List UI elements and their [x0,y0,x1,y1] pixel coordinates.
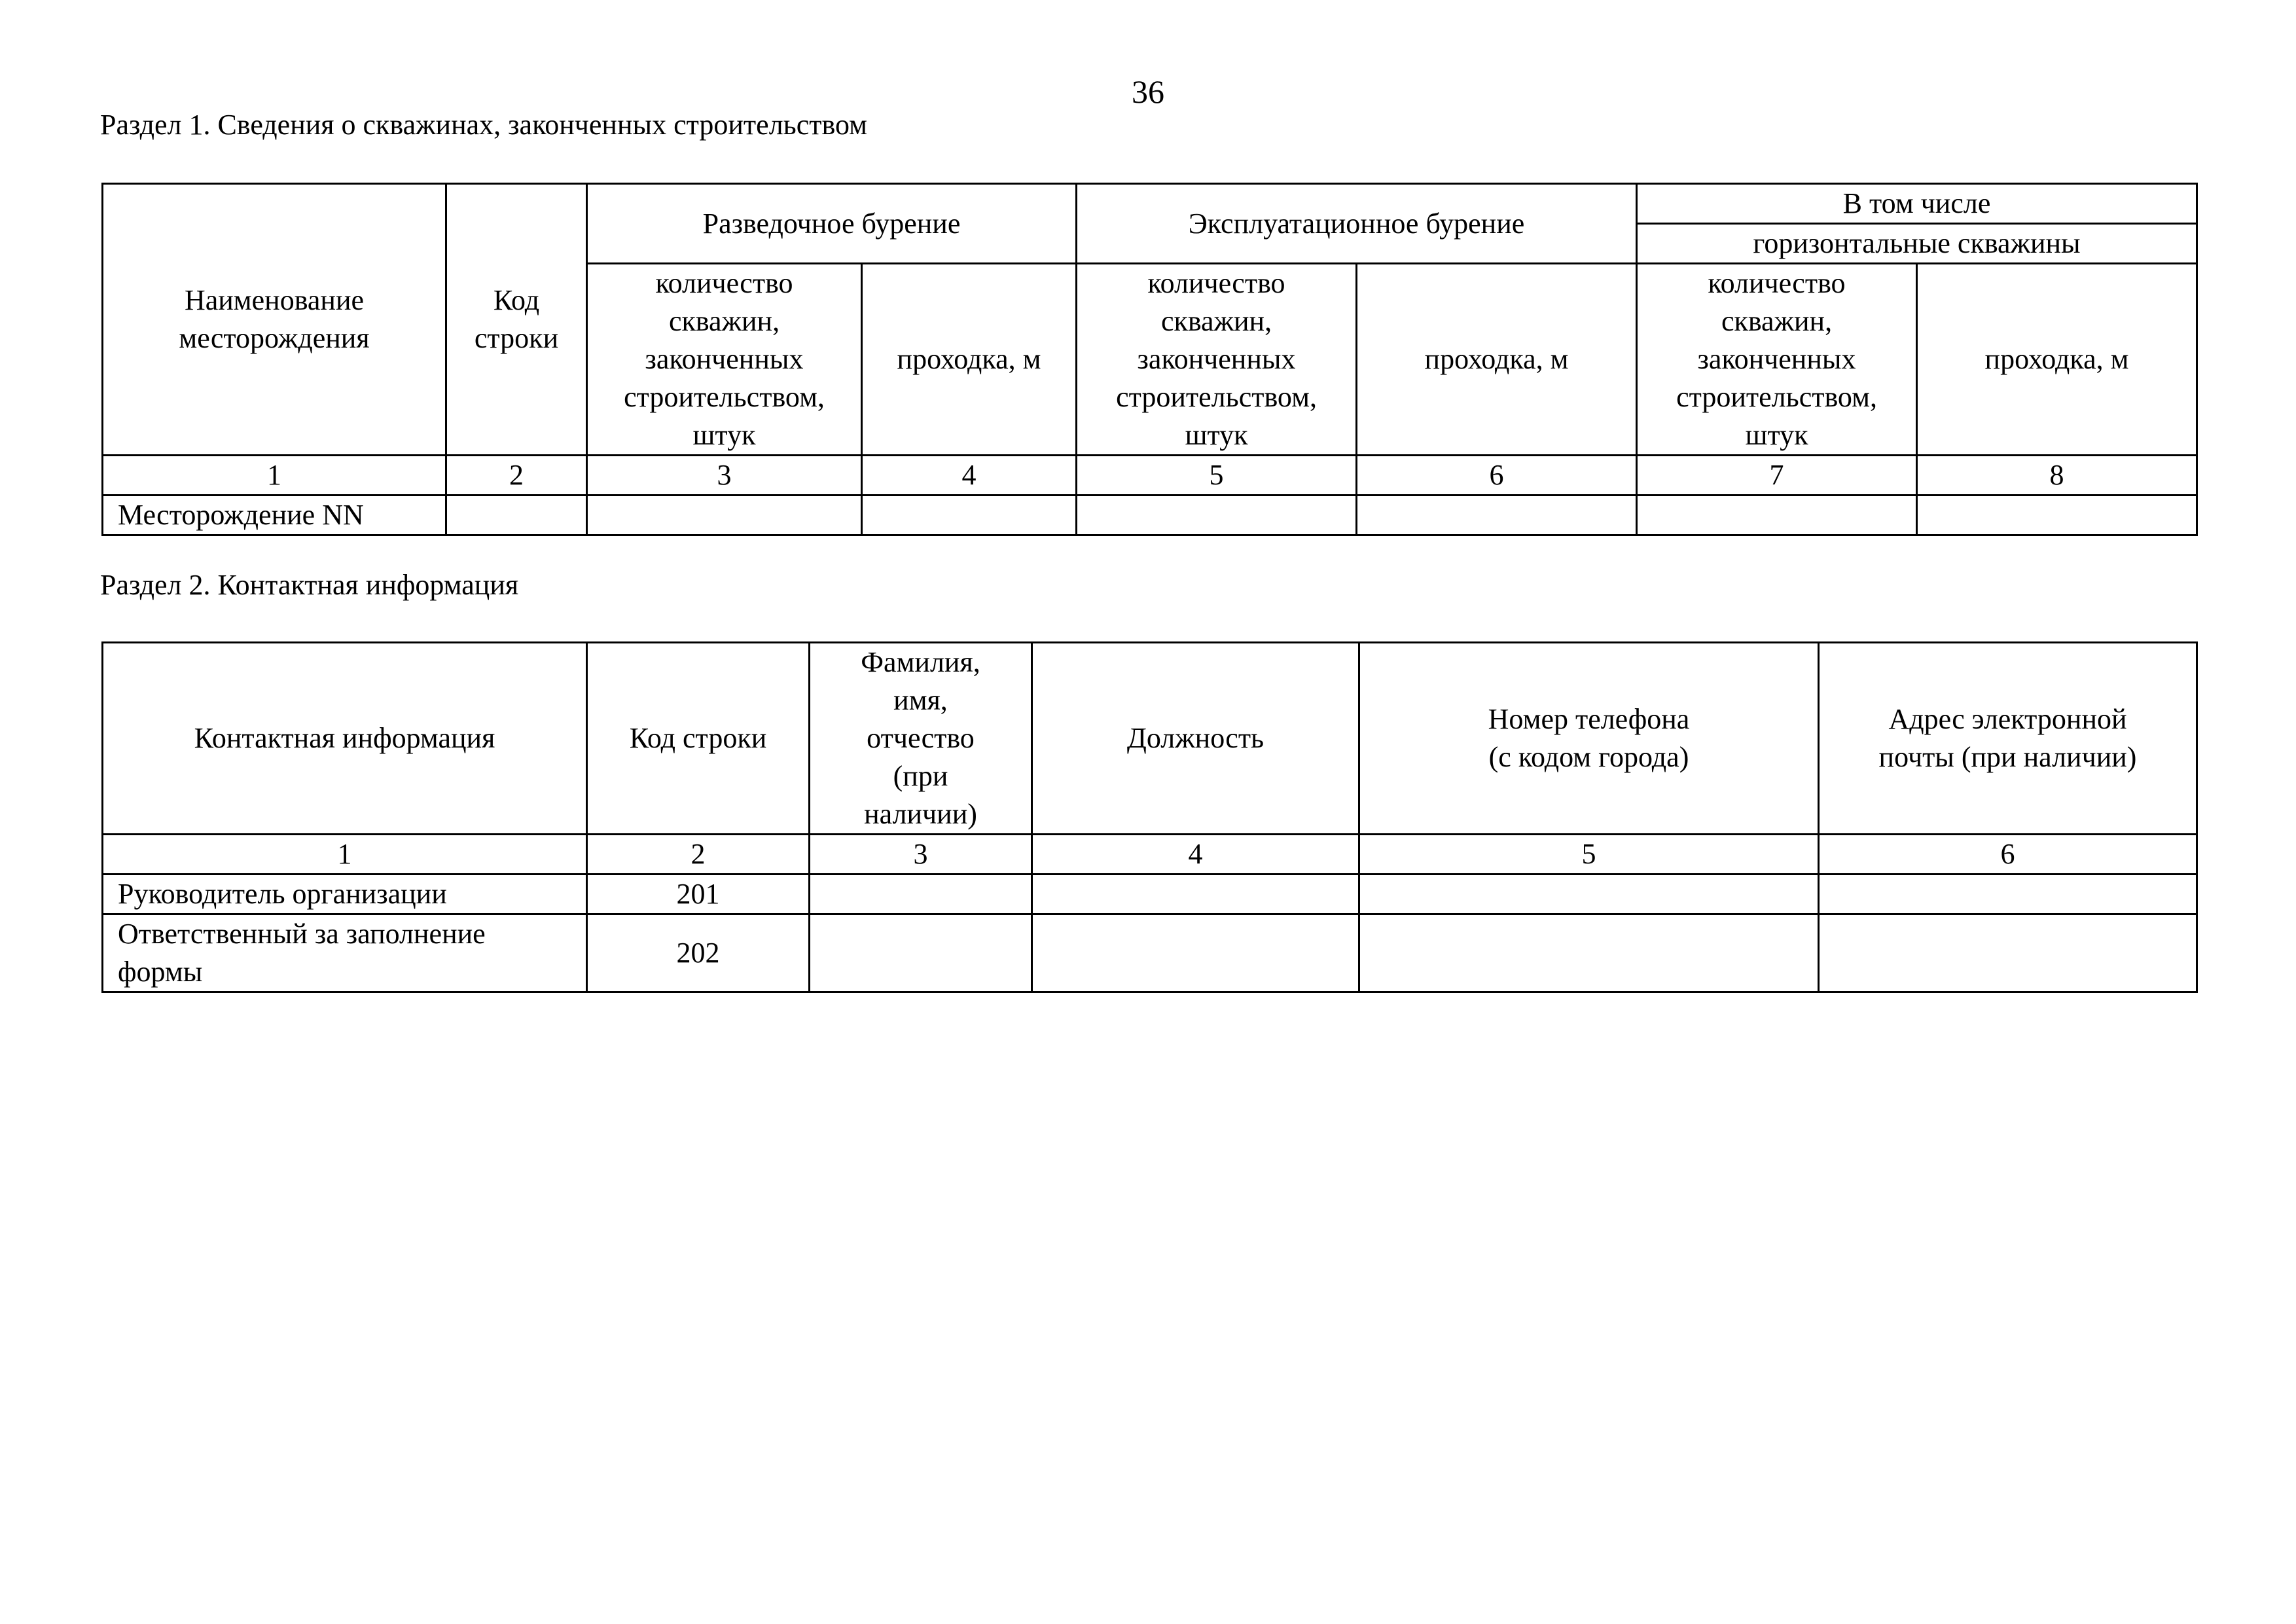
header-row-code-line-2: строки [474,322,559,354]
contacts-header-row [103,643,2197,835]
data-cell[interactable] [862,496,1077,535]
wells-line: штук [1185,419,1248,451]
header-contact-info: Контактная информация [103,643,587,835]
contact-label-cell [103,875,587,914]
column-number: 2 [587,835,810,875]
email-cell[interactable] [1819,875,2197,914]
full-name-cell[interactable] [810,914,1032,992]
email-line: почты (при наличии) [1878,741,2137,773]
header-position: Должность [1032,643,1359,835]
data-cell[interactable] [1357,496,1637,535]
phone-line: (с кодом города) [1488,741,1689,773]
wells-line: штук [1745,419,1808,451]
wells-line: строительством, [1676,381,1877,413]
wells-line: законченных [1137,343,1296,375]
header-email [1819,643,2197,835]
header-horizontal-meters: проходка, м [1917,264,2197,456]
header-row-1 [103,184,2197,224]
header-production-meters: проходка, м [1357,264,1637,456]
row-code-cell[interactable] [446,496,587,535]
header-phone [1359,643,1819,835]
full-name-line: Фамилия, [861,646,980,678]
column-number: 5 [1359,835,1819,875]
column-number: 6 [1357,456,1637,496]
full-name-line: отчество [867,722,975,754]
full-name-line: (при [893,760,948,792]
wells-line: скважин, [1160,305,1272,337]
wells-line: скважин, [668,305,780,337]
row-code-cell: 201 [587,875,810,914]
header-production-wells [1077,264,1357,456]
header-row-code [446,184,587,456]
wells-line: строительством, [1116,381,1317,413]
table-row [103,914,2197,992]
email-line: Адрес электронной [1888,703,2127,735]
email-cell[interactable] [1819,914,2197,992]
data-cell[interactable] [1077,496,1357,535]
header-row-code: Код строки [587,643,810,835]
data-cell[interactable] [1637,496,1917,535]
header-exploratory-meters: проходка, м [862,264,1077,456]
position-cell[interactable] [1032,914,1359,992]
column-number: 4 [862,456,1077,496]
wells-line: строительством, [624,381,825,413]
header-exploratory-wells [587,264,862,456]
column-numbers-row [103,456,2197,496]
column-number: 8 [1917,456,2197,496]
column-number: 7 [1637,456,1917,496]
table-row [103,496,2197,535]
wells-line: штук [692,419,756,451]
header-full-name [810,643,1032,835]
field-name-cell: Месторождение NN [103,496,446,535]
wells-line: скважин, [1721,305,1833,337]
header-including: В том числе [1637,184,2197,224]
wells-line: количество [655,267,793,299]
phone-cell[interactable] [1359,914,1819,992]
wells-line: количество [1147,267,1285,299]
section1-title: Раздел 1. Сведения о скважинах, законченных строительством [100,109,867,141]
header-field-name [103,184,446,456]
column-numbers-row [103,835,2197,875]
row-code-cell: 202 [587,914,810,992]
page-number: 36 [1132,73,1164,110]
column-number: 3 [810,835,1032,875]
wells-line: количество [1708,267,1846,299]
full-name-line: имя, [893,684,948,716]
full-name-cell[interactable] [810,875,1032,914]
column-number: 1 [103,835,587,875]
header-row-code-line-1: Код [493,284,540,316]
wells-line: законченных [645,343,804,375]
column-number: 3 [587,456,862,496]
column-number: 5 [1077,456,1357,496]
header-production: Эксплуатационное бурение [1077,184,1637,264]
wells-line: законченных [1697,343,1856,375]
wells-table [101,183,2198,536]
contacts-table [101,641,2198,993]
header-horizontal-wells [1637,264,1917,456]
data-cell[interactable] [587,496,862,535]
data-cell[interactable] [1917,496,2197,535]
header-exploratory: Разведочное бурение [587,184,1077,264]
column-number: 2 [446,456,587,496]
table-row [103,875,2197,914]
header-field-name-line-1: Наименование [184,284,365,316]
contact-label-cell [103,914,587,992]
position-cell[interactable] [1032,875,1359,914]
contact-label-line: Ответственный за заполнение [118,918,486,950]
column-number: 6 [1819,835,2197,875]
header-field-name-line-2: месторождения [179,322,370,354]
column-number: 4 [1032,835,1359,875]
section2-title: Раздел 2. Контактная информация [100,569,519,601]
header-horizontal: горизонтальные скважины [1637,224,2197,264]
column-number: 1 [103,456,446,496]
phone-line: Номер телефона [1488,703,1690,735]
contact-label-line: формы [118,956,203,988]
full-name-line: наличии) [864,798,977,830]
contact-label-line: Руководитель организации [118,878,447,910]
phone-cell[interactable] [1359,875,1819,914]
